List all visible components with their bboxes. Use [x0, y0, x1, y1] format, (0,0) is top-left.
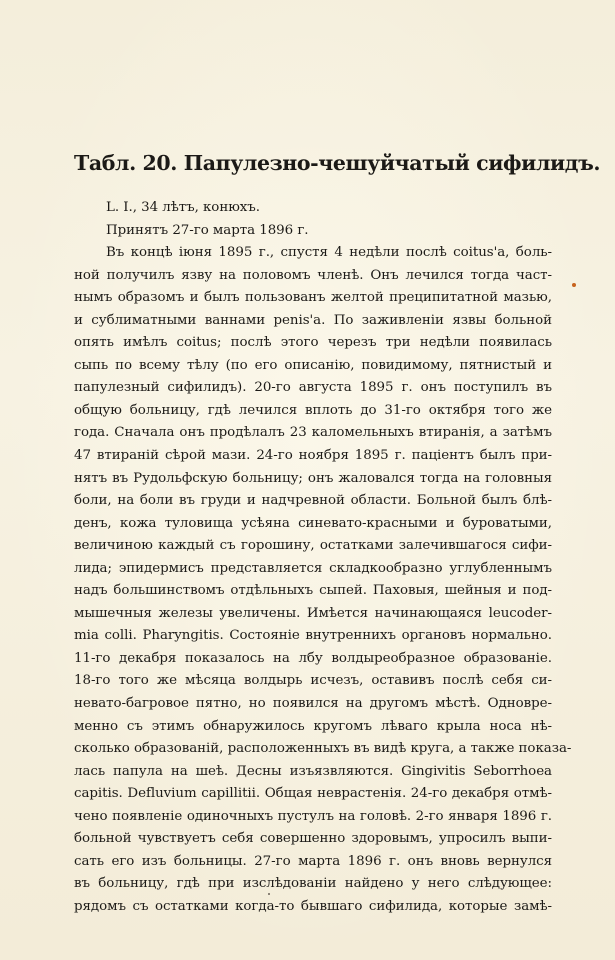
text-line: папулезный сифилидъ). 20-го августа 1895 г. онъ поступилъ въ — [74, 380, 552, 396]
text-line: въ больницу, гдѣ при изслѣдованiи найдено у него слѣдующее: — [74, 876, 552, 892]
text-line: рядомъ съ остатками когда-то бывшаго сифилида, которые замѣ- — [74, 898, 552, 914]
text-line: и сублиматными ваннами penis'a. По заживленiи язвы больной — [74, 312, 552, 328]
ink-spot — [572, 283, 576, 287]
text-line: лида; эпидермисъ представляется складкообразно углубленнымъ — [74, 560, 552, 576]
text-line: больной чувствуетъ себя совершенно здоровымъ, упросилъ выпи- — [74, 831, 552, 847]
text-line: ной получилъ язву на половомъ членѣ. Онъ лечился тогда част- — [74, 267, 552, 283]
body-text — [74, 197, 572, 919]
text-line: нымъ образомъ и былъ пользованъ желтой преципитатной мазью, — [74, 290, 552, 306]
text-line: боли, на боли въ груди и надчревной области. Больной былъ блѣ- — [74, 493, 552, 509]
text-line: 11-го декабря показалось на лбу волдыреобразное образованiе. — [74, 650, 552, 666]
text-line: величиною каждый съ горошину, остатками залечившагося сифи- — [74, 538, 552, 554]
text-line: Въ концѣ iюня 1895 г., спустя 4 недѣли послѣ coitus'a, боль- — [106, 245, 552, 261]
text-line: mia colli. Pharyngitis. Состоянiе внутреннихъ органовъ нормально. — [74, 628, 552, 644]
text-line: денъ, кожа туловища усѣяна синевато-красными и буроватыми, — [74, 515, 552, 531]
page-speck — [268, 893, 270, 895]
text-line: лась папула на шеѣ. Десны изъязвляются. Gingivitis Seborrhoea — [74, 763, 552, 779]
text-line: общую больницу, гдѣ лечился вплоть до 31-го октября того же — [74, 402, 552, 418]
text-line: мышечныя железы увеличены. Имѣется начинающаяся leucoder- — [74, 605, 552, 621]
text-line: надъ большинствомъ отдѣльныхъ сыпей. Паховыя, шейныя и под- — [74, 583, 552, 599]
text-line: невато-багровое пятно, но появился на другомъ мѣстѣ. Одновре- — [74, 696, 552, 712]
text-line: 47 втиранiй сѣрой мази. 24-го ноября 1895 г. пацiентъ былъ при- — [74, 448, 552, 464]
text-line: capitis. Defluvium capillitii. Общая неврастенiя. 24-го декабря отмѣ- — [74, 786, 552, 802]
text-line: Принятъ 27-го марта 1896 г. — [106, 222, 309, 238]
text-line: сать его изъ больницы. 27-го марта 1896 г. онъ вновь вернулся — [74, 853, 552, 869]
text-line: сыпь по всему тѣлу (по его описанiю, повидимому, пятнистый и — [74, 357, 552, 373]
text-line: нятъ въ Рудольфскую больницу; онъ жаловался тогда на головныя — [74, 470, 552, 486]
text-line: менно съ этимъ обнаружилось кругомъ лѣваго крыла носа нѣ- — [74, 718, 552, 734]
text-line: чено появленiе одиночныхъ пустулъ на головѣ. 2-го января 1896 г. — [74, 808, 552, 824]
text-line: сколько образованiй, расположенныхъ въ видѣ круга, а также показа- — [74, 741, 572, 757]
text-line: опять имѣлъ coitus; послѣ этого черезъ три недѣли появилась — [74, 335, 552, 351]
text-line: 18-го того же мѣсяца волдырь исчезъ, оставивъ послѣ себя си- — [74, 673, 552, 689]
page-title: Табл. 20. Папулезно-чешуйчатый сифилидъ. — [74, 151, 601, 175]
text-line: года. Сначала онъ продѣлалъ 23 каломельныхъ втиранiя, а затѣмъ — [74, 425, 552, 441]
text-line: L. I., 34 лѣтъ, конюхъ. — [106, 200, 260, 215]
